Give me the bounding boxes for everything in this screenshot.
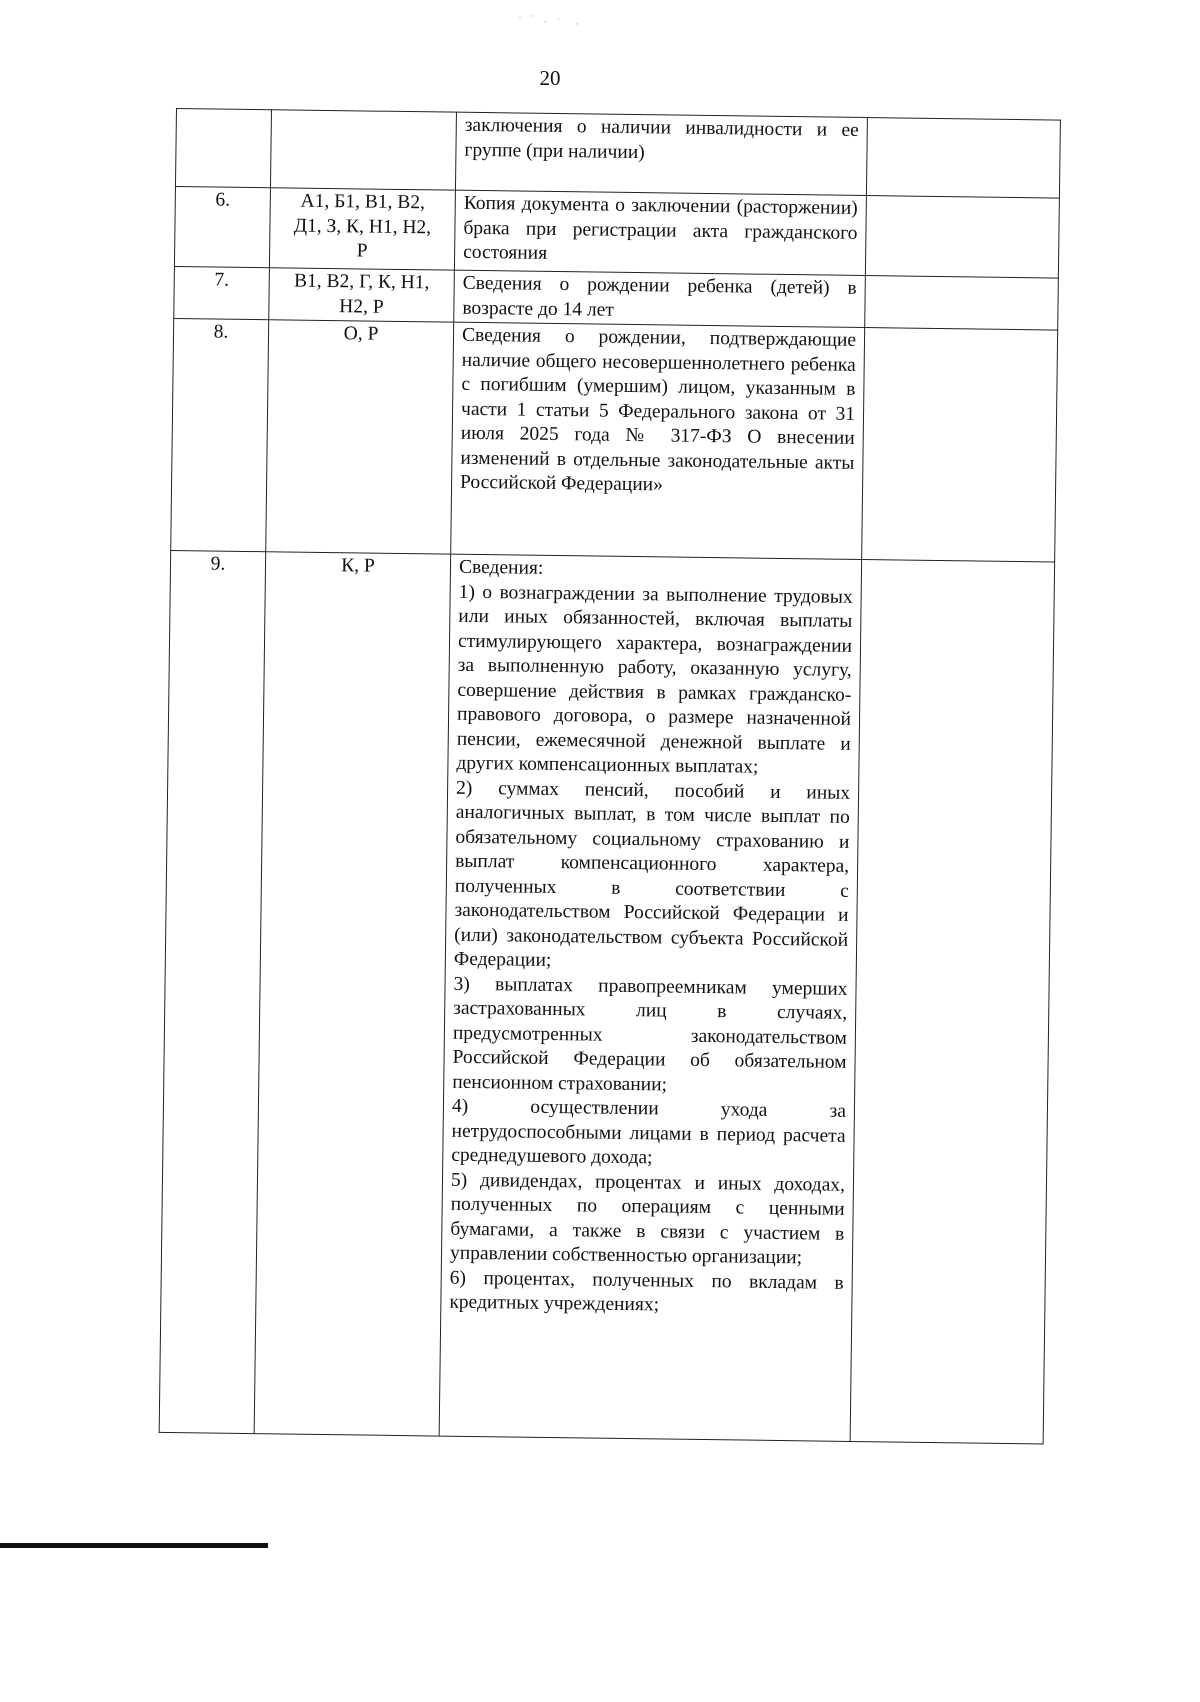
category-codes	[269, 188, 455, 270]
document-description	[455, 112, 867, 195]
row-number: 8.	[171, 318, 269, 551]
description-text: Сведения о рождении, подтверждающие наличие общего несовершеннолетнего ребенка с погибшим (умершим) лицом, указанным в части 1 статьи 5 Федерального закона от 31 июля 2025 года № 317-ФЗ О внесении изменений в отдельные законодательные акты Российской Федерации»	[459, 324, 857, 496]
document-description	[451, 322, 865, 559]
codes-line: А1, Б1, В1, В2,	[300, 190, 426, 214]
extra-cell	[850, 560, 1055, 1444]
category-codes	[266, 320, 454, 554]
description-item: 6) процентах, полученных по вкладам в кредитных учреждениях;	[449, 1267, 844, 1316]
codes-line: К, Р	[341, 555, 375, 577]
description-item: 5) дивидендах, процентах и иных доходах, полученных по операциям с ценными бумагами, а также в связи с участием в управлении собственностью организации;	[449, 1169, 846, 1269]
row-number: 7.	[174, 266, 270, 319]
codes-line: Н2, Р	[339, 295, 384, 318]
description-text: Сведения о рождении ребенка (детей) в возрасте до 14 лет	[462, 272, 857, 321]
codes-line: В1, В2, Г, К, Н1,	[293, 270, 430, 294]
category-codes	[254, 552, 451, 1436]
description-text: заключения о наличии инвалидности и ее группе (при наличии)	[464, 114, 859, 163]
document-table	[159, 108, 1061, 1444]
description-text: Копия документа о заключении (расторжении) брака при регистрации акта гражданского состояния	[462, 192, 858, 264]
row-number	[175, 109, 271, 188]
codes-line: Д1, З, К, Н1, Н2,	[293, 215, 432, 238]
description-item: 1) о вознаграждении за выполнение трудовых или иных обязанностей, включая выплаты стимулирующего характера, вознаграждении за выполненную работу, оказанную услугу, совершение действия в рамках гражданско-правового договора, о размере назначенной пенсии, ежемесячной денежной выплате и других компенсационных выплатах;	[456, 581, 853, 778]
document-description	[454, 270, 866, 327]
codes-line: Р	[356, 240, 368, 262]
row-number: 9.	[159, 550, 266, 1433]
description-item: 2) суммах пенсий, пособий и иных аналогичных выплат, в том числе выплат по обязательному социальному страхованию и выплат компенсационного характера, полученных в соответствии с законодательством Российской Федерации и (или) законодательством субъекта Российской Федерации;	[453, 777, 851, 971]
document-description	[439, 554, 862, 1441]
table-row	[159, 550, 1054, 1443]
table-row	[174, 186, 1059, 278]
codes-line: О, Р	[343, 323, 379, 345]
category-codes	[270, 110, 456, 190]
description-item: 3) выплатах правопреемникам умерших застрахованных лиц в случаях, предусмотренных законодательством Российской Федерации об обязательном пенсионном страховании;	[452, 973, 848, 1096]
extra-cell	[865, 196, 1059, 279]
page-number: 20	[539, 66, 561, 90]
extra-cell	[866, 118, 1060, 199]
description-item: 4) осуществлении ухода за нетрудоспособными лицами в период расчета среднедушевого дохода;	[451, 1095, 847, 1169]
table-row	[175, 109, 1060, 199]
description-heading: Сведения:	[458, 556, 544, 579]
extra-cell	[865, 276, 1059, 331]
scan-edge-bar	[0, 1543, 268, 1548]
table-row	[171, 318, 1058, 562]
scan-specks	[515, 12, 595, 32]
extra-cell	[862, 328, 1058, 563]
row-number: 6.	[174, 186, 270, 267]
category-codes	[269, 268, 455, 322]
document-description	[454, 190, 866, 275]
